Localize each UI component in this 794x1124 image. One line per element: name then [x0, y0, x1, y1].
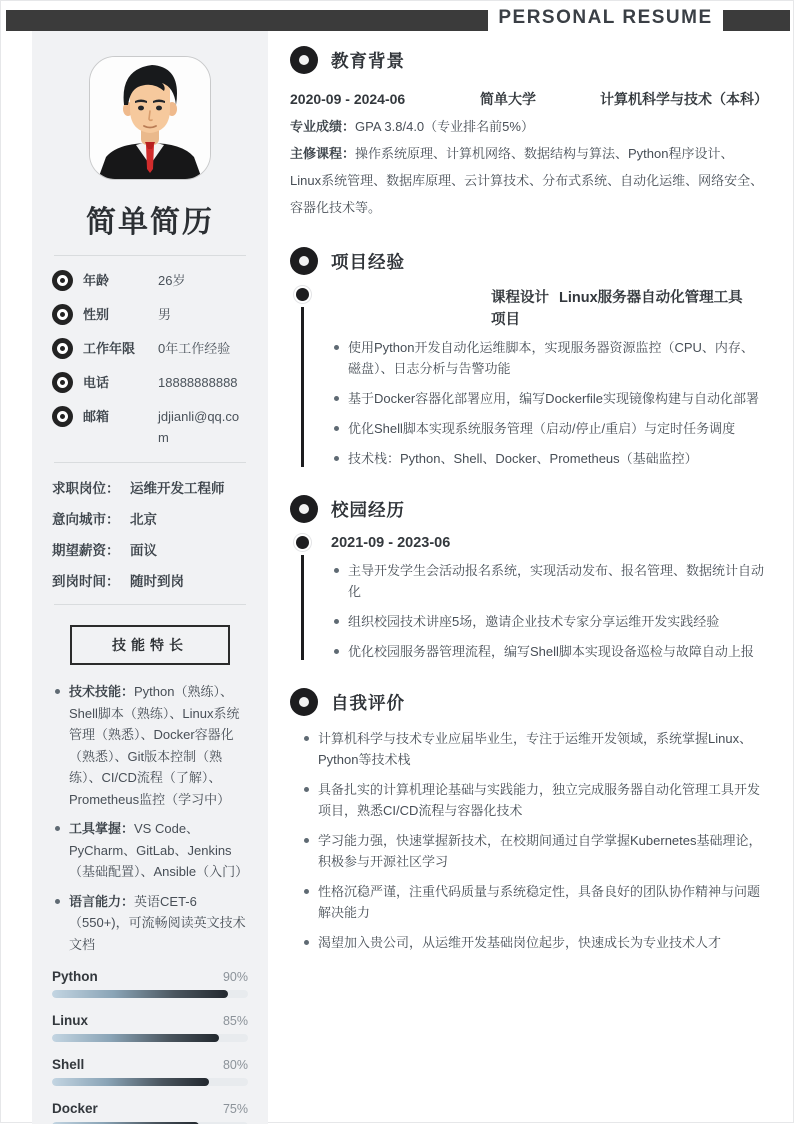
skill-bar-block — [52, 1101, 248, 1124]
selfeval-bullet-list — [290, 728, 764, 953]
education-row — [290, 86, 768, 113]
skill-bullet-label: 语言能力： — [69, 893, 135, 909]
skill-bullet-item — [52, 818, 248, 883]
skills-bullet-list — [52, 681, 248, 955]
job-intention-row — [52, 477, 248, 497]
job-value: 面议 — [130, 543, 157, 558]
section-bullet-icon — [290, 46, 318, 74]
skills-section-title: 技能特长 — [70, 625, 230, 665]
personal-info-row — [52, 304, 248, 325]
education-school: 简单大学 — [480, 91, 536, 107]
gpa-value: GPA 3.8/4.0（专业排名前5%） — [355, 119, 534, 134]
section-selfeval — [290, 688, 764, 953]
project-name: Linux服务器自动化管理工具 — [559, 290, 743, 306]
skill-bullet-text: 英语CET-6（550+)，可流畅阅读英文技术文档 — [69, 893, 246, 952]
education-title: 教育背景 — [331, 50, 405, 71]
info-label: 邮箱 — [83, 409, 110, 424]
personal-info-row — [52, 270, 248, 291]
skill-bar-track — [52, 1034, 248, 1042]
project-title: 项目经验 — [331, 251, 405, 272]
campus-title: 校园经历 — [331, 499, 405, 520]
skill-bar-block — [52, 1057, 248, 1086]
job-label: 求职岗位： — [52, 481, 120, 496]
skill-bar-fill — [52, 1034, 219, 1042]
info-value: 18888888888 — [158, 375, 238, 390]
personal-info-row — [52, 372, 248, 393]
skill-bar-track — [52, 1078, 248, 1086]
divider — [54, 604, 246, 605]
timeline-dot — [296, 288, 309, 301]
record-icon — [52, 304, 73, 325]
selfeval-bullet-item: 具备扎实的计算机理论基础与实践能力，独立完成服务器自动化管理工具开发项目，熟悉CI/CD流程与容器化技术 — [301, 779, 764, 821]
record-icon — [52, 372, 73, 393]
job-label: 到岗时间： — [52, 574, 120, 589]
section-education — [290, 46, 768, 221]
job-intention-row — [52, 539, 248, 559]
job-label: 期望薪资： — [52, 543, 120, 558]
job-intention-row — [52, 570, 248, 590]
skill-bar-name: Docker — [52, 1101, 98, 1116]
skill-bar-name: Shell — [52, 1057, 85, 1072]
gpa-label: 专业成绩： — [290, 119, 356, 134]
project-header — [290, 247, 764, 275]
skill-bar-track — [52, 990, 248, 998]
project-timeline — [290, 287, 764, 469]
skill-bar-name: Python — [52, 969, 98, 984]
timeline-line — [301, 555, 304, 660]
info-label: 电话 — [83, 375, 110, 390]
info-label: 年龄 — [83, 273, 110, 288]
campus-bullet-list — [331, 560, 764, 662]
education-major: 计算机科学与技术（本科） — [600, 91, 768, 107]
education-gpa-line — [290, 113, 764, 140]
skill-bullet-label: 技术技能： — [69, 684, 135, 699]
selfeval-title: 自我评价 — [331, 692, 405, 713]
timeline-line — [301, 307, 304, 467]
skill-bar-head — [52, 1013, 248, 1028]
skill-bar-head — [52, 969, 248, 984]
page-title: PERSONAL RESUME — [498, 6, 713, 28]
job-value: 北京 — [130, 512, 157, 527]
project-bullet-item: 技术栈：Python、Shell、Docker、Prometheus（基础监控） — [331, 448, 764, 469]
education-header — [290, 46, 764, 74]
skill-bar-fill — [52, 990, 228, 998]
section-bullet-icon — [290, 495, 318, 523]
skill-bar-percent: 85% — [222, 1014, 248, 1028]
info-value: jdjianli@qq.com — [158, 409, 240, 445]
project-bullet-item: 优化Shell脚本实现系统服务管理（启动/停止/重启）与定时任务调度 — [331, 418, 764, 439]
info-value: 0年工作经验 — [158, 341, 231, 356]
job-value: 运维开发工程师 — [130, 481, 225, 496]
candidate-name: 简单简历 — [86, 206, 214, 239]
sidebar — [32, 31, 268, 1124]
job-value: 随时到岗 — [130, 574, 184, 589]
record-icon — [52, 338, 73, 359]
project-date-spacer — [331, 287, 491, 331]
education-courses-line — [290, 140, 764, 221]
job-label: 意向城市： — [52, 512, 120, 527]
record-icon — [52, 270, 73, 291]
project-bullet-item: 基于Docker容器化部署应用，编写Dockerfile实现镜像构建与自动化部署 — [331, 388, 764, 409]
campus-date: 2021-09 - 2023-06 — [331, 535, 451, 551]
skill-bars — [52, 969, 248, 1124]
skill-bullet-item — [52, 681, 248, 810]
divider — [54, 462, 246, 463]
skill-bar-percent: 90% — [222, 970, 248, 984]
info-value: 男 — [158, 307, 172, 322]
selfeval-bullet-item: 性格沉稳严谨，注重代码质量与系统稳定性，具备良好的团队协作精神与问题解决能力 — [301, 881, 764, 923]
personal-info-row — [52, 406, 248, 448]
section-bullet-icon — [290, 688, 318, 716]
avatar-image — [90, 57, 210, 179]
divider — [54, 255, 246, 256]
section-project — [290, 247, 764, 469]
info-value: 26岁 — [158, 273, 186, 288]
info-label: 性别 — [83, 307, 110, 322]
skill-bar-block — [52, 969, 248, 998]
skill-bar-fill — [52, 1078, 209, 1086]
avatar — [89, 56, 211, 180]
skill-bullet-item — [52, 891, 248, 956]
section-bullet-icon — [290, 247, 318, 275]
job-intention-row — [52, 508, 248, 528]
selfeval-bullet-item: 渴望加入贵公司，从运维开发基础岗位起步，快速成长为专业技术人才 — [301, 932, 764, 953]
campus-bullet-item: 优化校园服务器管理流程，编写Shell脚本实现设备巡检与故障自动上报 — [331, 641, 764, 662]
skill-bullet-text: VS Code、PyCharm、GitLab、Jenkins（基础配置）、Ansible（入门） — [69, 821, 249, 879]
skill-bar-name: Linux — [52, 1013, 88, 1028]
skill-bullet-label: 工具掌握： — [69, 821, 135, 836]
courses-value: 操作系统原理、计算机网络、数据结构与算法、Python程序设计、Linux系统管理、数据库原理、云计算技术、分布式系统、自动化运维、网络安全、容器化技术等。 — [290, 146, 764, 215]
project-head-row — [331, 287, 764, 331]
campus-bullet-item: 主导开发学生会活动报名系统，实现活动发布、报名管理、数据统计自动化 — [331, 560, 764, 602]
project-type: 课程设计项目 — [491, 290, 549, 328]
selfeval-bullet-item: 计算机科学与技术专业应届毕业生，专注于运维开发领域，系统掌握Linux、Python等技术栈 — [301, 728, 764, 770]
personal-info-row — [52, 338, 248, 359]
record-icon — [52, 406, 73, 427]
info-label: 工作年限 — [83, 341, 136, 356]
skill-bar-block — [52, 1013, 248, 1042]
timeline-dot — [296, 536, 309, 549]
skill-bar-head — [52, 1101, 248, 1116]
personal-info-list — [52, 270, 248, 448]
selfeval-header — [290, 688, 764, 716]
main-content — [290, 46, 768, 979]
campus-header — [290, 495, 764, 523]
education-date: 2020-09 - 2024-06 — [290, 91, 406, 107]
section-campus — [290, 495, 764, 662]
selfeval-bullet-item: 学习能力强，快速掌握新技术，在校期间通过自学掌握Kubernetes基础理论，积极参与开源社区学习 — [301, 830, 764, 872]
campus-bullet-item: 组织校园技术讲座5场，邀请企业技术专家分享运维开发实践经验 — [331, 611, 764, 632]
skill-bar-head — [52, 1057, 248, 1072]
page-title-box — [488, 1, 723, 34]
campus-timeline — [290, 535, 764, 662]
project-bullet-list — [331, 337, 764, 469]
job-intention-list — [52, 477, 248, 590]
project-bullet-item: 使用Python开发自动化运维脚本，实现服务器资源监控（CPU、内存、磁盘）、日志分析与告警功能 — [331, 337, 764, 379]
skill-bullet-text: Python（熟练）、Shell脚本（熟练）、Linux系统管理（熟悉）、Docker容器化（熟悉）、Git版本控制（熟练）、CI/CD流程（了解）、Prometheus监控（学习中） — [69, 684, 240, 807]
skill-bar-percent: 80% — [222, 1058, 248, 1072]
courses-label: 主修课程： — [290, 146, 356, 161]
skill-bar-percent: 75% — [222, 1102, 248, 1116]
